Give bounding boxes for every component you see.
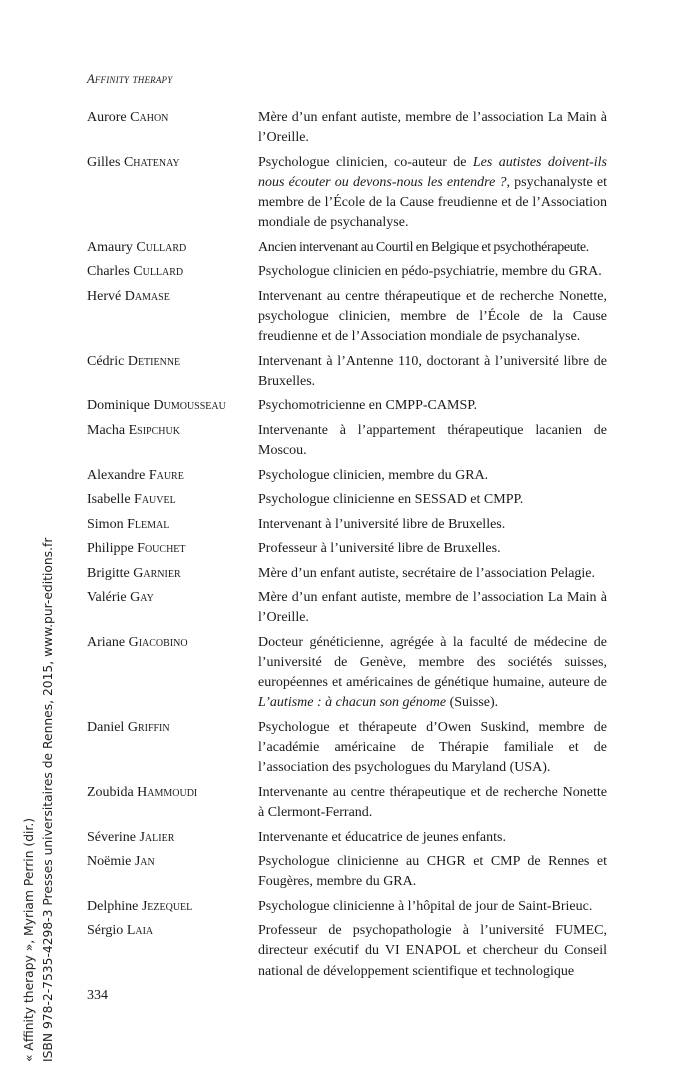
contributor-entry	[87, 490, 607, 510]
contributor-name	[87, 539, 258, 559]
contributor-entry	[87, 287, 607, 348]
first-name: Charles	[87, 264, 130, 280]
contributor-description	[258, 466, 607, 486]
first-name: Hervé	[87, 288, 122, 304]
contributor-description	[258, 287, 607, 348]
contributor-name	[87, 238, 258, 258]
last-name: Fouchet	[137, 541, 186, 557]
description-text: Psychomotricienne en CMPP-CAMSP.	[258, 398, 477, 414]
last-name: Chatenay	[123, 154, 180, 170]
contributor-entry	[87, 633, 607, 714]
description-text-end: (Suisse).	[446, 695, 499, 711]
contributor-description	[258, 783, 607, 823]
contributor-name	[87, 396, 258, 416]
last-name: Detienne	[127, 353, 181, 369]
description-text: Psychologue clinicienne à l’hôpital de jour de Saint-Brieuc.	[258, 898, 593, 914]
description-text: Psychologue clinicien, membre du GRA.	[258, 467, 489, 483]
contributor-description	[258, 352, 607, 392]
book-title: L’autisme : à chacun son génome	[258, 695, 447, 711]
contributor-description	[258, 421, 607, 461]
contributor-description	[258, 828, 607, 848]
contributor-description	[258, 897, 607, 917]
first-name: Gilles	[87, 154, 121, 170]
last-name: Cullard	[136, 239, 187, 255]
last-name: Faure	[148, 467, 184, 483]
first-name: Noëmie	[87, 854, 132, 870]
description-text: Professeur de psychopathologie à l’université FUMEC, directeur exécutif du VI ENAPOL et chercheur du Conseil national de développement scientifique et technologique	[258, 923, 607, 979]
last-name: Giacobino	[128, 634, 188, 650]
description-text: Intervenant à l’Antenne 110, doctorant à l’université libre de Bruxelles.	[258, 353, 607, 389]
last-name: Jezequel	[141, 898, 193, 914]
contributor-name	[87, 287, 258, 348]
last-name: Fauvel	[134, 492, 176, 508]
contributor-name	[87, 421, 258, 461]
last-name: Cahon	[130, 110, 169, 125]
contributor-description	[258, 588, 607, 628]
contributor-name	[87, 466, 258, 486]
description-text: Intervenant au centre thérapeutique et de recherche Nonette, psychologue clinicien, membre de l’École de la Cause freudienne et de l’Association mondiale de psychanalyse.	[258, 288, 607, 345]
contributor-name	[87, 921, 258, 982]
first-name: Amaury	[87, 239, 133, 255]
description-text: Ancien intervenant au Courtil en Belgique et psychothérapeute.	[258, 239, 589, 255]
contributor-name	[87, 897, 258, 917]
contributor-name	[87, 852, 258, 892]
first-name: Macha	[87, 422, 126, 438]
contributor-name	[87, 490, 258, 510]
description-text: Psychologue et thérapeute d’Owen Suskind, membre de l’académie américaine de Thérapie familiale et de l’association des psychologues du Maryland (USA).	[258, 719, 607, 776]
first-name: Cédric	[87, 353, 125, 369]
contributor-description	[258, 921, 607, 982]
last-name: Laia	[126, 923, 154, 939]
contributor-entry	[87, 897, 607, 917]
first-name: Aurore	[87, 110, 127, 125]
first-name: Séverine	[87, 829, 136, 845]
contributor-description	[258, 718, 607, 779]
contributor-entry	[87, 515, 607, 535]
contributor-entry	[87, 852, 607, 892]
last-name: Hammoudi	[137, 784, 198, 800]
contributor-entry	[87, 153, 607, 234]
description-text: Psychologue clinicienne en SESSAD et CMPP.	[258, 492, 524, 508]
contributor-description	[258, 262, 607, 282]
first-name: Philippe	[87, 541, 134, 557]
contributor-entry	[87, 564, 607, 584]
contributor-description	[258, 396, 607, 416]
contributor-entry	[87, 352, 607, 392]
contributor-description	[258, 633, 607, 714]
description-text: Psychologue clinicien en pédo-psychiatrie, membre du GRA.	[258, 264, 602, 280]
contributor-entry	[87, 396, 607, 416]
contributor-description	[258, 490, 607, 510]
first-name: Sérgio	[87, 923, 124, 939]
contributors-list	[87, 108, 607, 986]
description-text: Psychologue clinicien, co-auteur de	[258, 154, 473, 170]
first-name: Valérie	[87, 590, 127, 606]
first-name: Isabelle	[87, 492, 131, 508]
copyright-notice	[20, 538, 58, 1062]
contributor-entry	[87, 718, 607, 779]
description-text: Professeur à l’université libre de Bruxelles.	[258, 541, 501, 557]
description-text-end: , psychanalyste et membre de l’École de la Cause freudienne et de l’Association mondiale de psychanalyse.	[258, 174, 607, 231]
last-name: Flemal	[127, 516, 170, 532]
description-text: Intervenante à l’appartement thérapeutique lacanien de Moscou.	[258, 422, 607, 459]
contributor-entry	[87, 262, 607, 282]
first-name: Dominique	[87, 398, 150, 414]
book-title: Les autistes doivent-ils nous écouter ou devons-nous les entendre ?	[258, 154, 607, 190]
contributor-description	[258, 108, 607, 148]
last-name: Damase	[124, 288, 170, 304]
contributor-entry	[87, 421, 607, 461]
first-name: Delphine	[87, 898, 139, 914]
last-name: Griffin	[127, 719, 170, 735]
contributor-entry	[87, 466, 607, 486]
contributor-description	[258, 539, 607, 559]
description-text: Docteur généticienne, agrégée à la faculté de médecine de l’université de Genève, membre des sociétés suisses, européennes et américaines de génétique humaine, auteure de	[258, 634, 607, 691]
last-name: Jan	[134, 854, 155, 870]
contributor-name	[87, 783, 258, 823]
contributor-entry	[87, 539, 607, 559]
description-text: Mère d’un enfant autiste, membre de l’association La Main à l’Oreille.	[258, 590, 607, 626]
description-text: Psychologue clinicienne au CHGR et CMP de Rennes et Fougères, membre du GRA.	[258, 854, 607, 890]
contributor-description	[258, 238, 607, 258]
description-text: Intervenant à l’université libre de Bruxelles.	[258, 516, 506, 532]
last-name: Garnier	[133, 565, 181, 581]
first-name: Brigitte	[87, 565, 130, 581]
first-name: Ariane	[87, 634, 126, 650]
description-text: Intervenante au centre thérapeutique et de recherche Nonette à Clermont-Ferrand.	[258, 784, 607, 821]
contributor-entry	[87, 588, 607, 628]
contributor-entry	[87, 238, 607, 258]
contributor-name	[87, 718, 258, 779]
notice-line-1: « Affinity therapy », Myriam Perrin (dir.)	[22, 817, 36, 1062]
first-name: Simon	[87, 516, 124, 532]
contributor-entry	[87, 783, 607, 823]
contributor-description	[258, 153, 607, 234]
contributor-name	[87, 153, 258, 234]
last-name: Jalier	[139, 829, 175, 845]
contributor-name	[87, 588, 258, 628]
contributor-name	[87, 633, 258, 714]
first-name: Daniel	[87, 719, 125, 735]
last-name: Dumousseau	[153, 398, 226, 414]
contributor-entry	[87, 828, 607, 848]
contributor-name	[87, 108, 258, 148]
contributor-name	[87, 352, 258, 392]
contributor-entry	[87, 921, 607, 982]
first-name: Alexandre	[87, 467, 146, 483]
contributor-description	[258, 564, 607, 584]
last-name: Esipchuk	[128, 422, 180, 438]
running-head: Affinity therapy	[87, 72, 173, 86]
contributor-name	[87, 515, 258, 535]
contributor-name	[87, 262, 258, 282]
description-text: Intervenante et éducatrice de jeunes enfants.	[258, 829, 506, 845]
contributor-name	[87, 564, 258, 584]
contributor-description	[258, 515, 607, 535]
description-text: Mère d’un enfant autiste, membre de l’association La Main à l’Oreille.	[258, 110, 607, 146]
notice-line-2: ISBN 978-2-7535-4298-3 Presses universitaires de Rennes, 2015, www.pur-editions.fr	[41, 537, 55, 1062]
description-text: Mère d’un enfant autiste, secrétaire de l’association Pelagie.	[258, 565, 596, 581]
last-name: Gay	[130, 590, 154, 606]
first-name: Zoubida	[87, 784, 134, 800]
contributor-name	[87, 828, 258, 848]
contributor-description	[258, 852, 607, 892]
contributor-entry	[87, 108, 607, 148]
page-number: 334	[87, 988, 108, 1003]
last-name: Cullard	[133, 264, 184, 280]
